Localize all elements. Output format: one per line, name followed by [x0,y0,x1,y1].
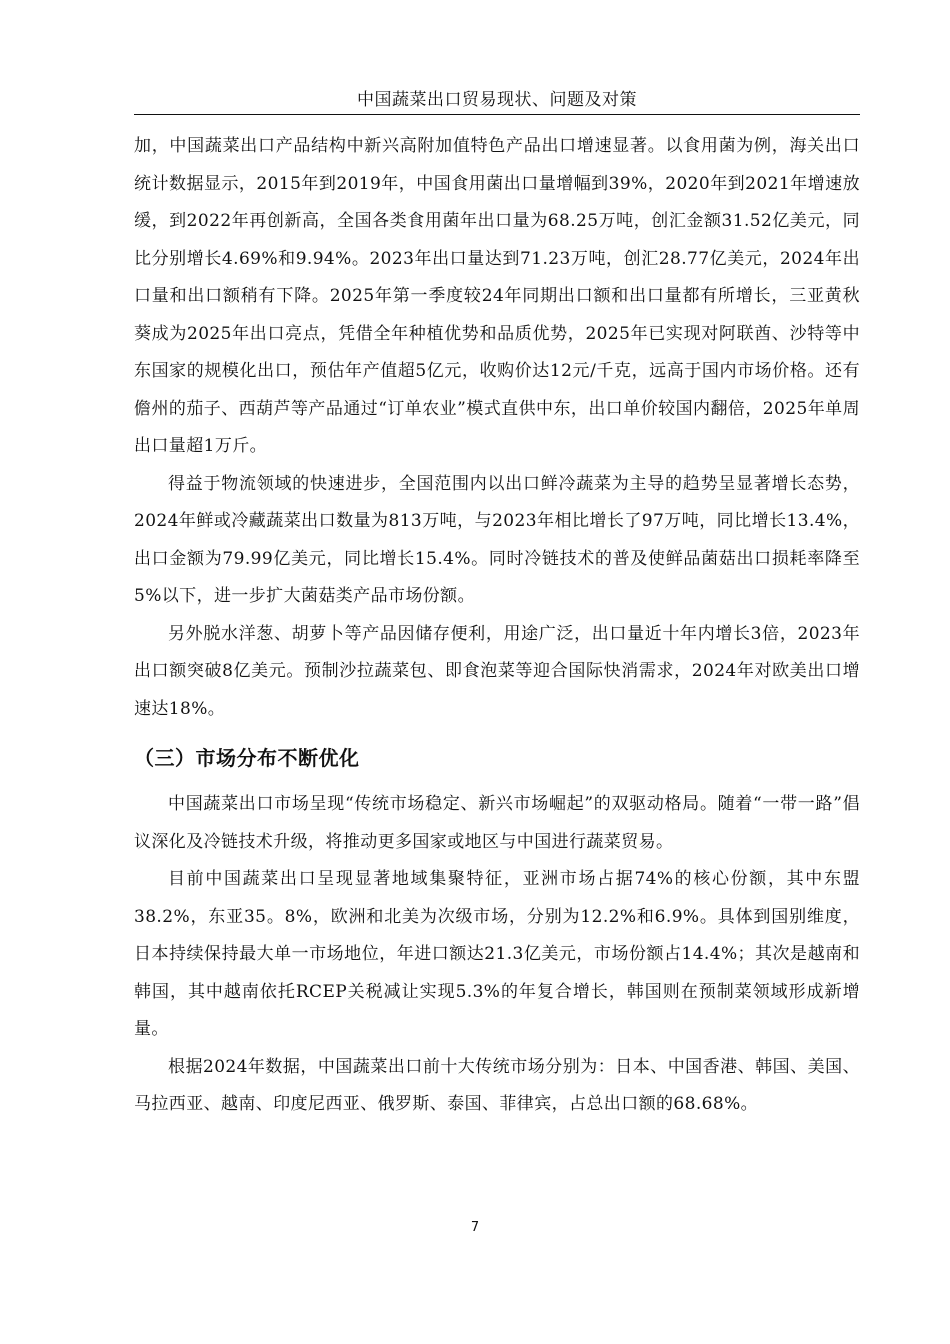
document-body [134,128,860,1124]
header-divider [134,114,860,115]
paragraph-dehydrated-and-prepared-products: 另外脱水洋葱、胡萝卜等产品因储存便利，用途广泛，出口量近十年内增长3倍，2023年出口额突破8亿美元。预制沙拉蔬菜包、即食泡菜等迎合国际快消需求，2024年对欧美出口增速达18%。 [134,623,860,719]
paragraph-dual-drive-pattern: 中国蔬菜出口市场呈现“传统市场稳定、新兴市场崛起”的双驱动格局。随着“一带一路”倡议深化及冷链技术升级，将推动更多国家或地区与中国进行蔬菜贸易。 [134,794,860,852]
paragraph-regional-concentration: 目前中国蔬菜出口呈现显著地域集聚特征，亚洲市场占据74%的核心份额，其中东盟38.2%，东亚35。8%，欧洲和北美为次级市场，分别为12.2%和6.9%。具体到国别维度，日本持续保持最大单一市场地位，年进口额达21.3亿美元，市场份额占14.4%；其次是越南和韩国，其中越南依托RCEP关税减让实现5.3%的年复合增长，韩国则在预制菜领域形成新增量。 [134,869,860,1039]
section-heading-market-distribution: （三）市场分布不断优化 [134,746,360,770]
running-header-title: 中国蔬菜出口贸易现状、问题及对策 [357,90,637,110]
paragraph-edible-fungi-exports: 加，中国蔬菜出口产品结构中新兴高附加值特色产品出口增速显著。以食用菌为例，海关出口统计数据显示，2015年到2019年，中国食用菌出口量增幅到39%，2020年到2021年增速放缓，到2022年再创新高，全国各类食用菌年出口量为68.25万吨，创汇金额31.52亿美元，同比分别增长4.69%和9.94%。2023年出口量达到71.23万吨，创汇28.77亿美元，2024年出口量和出口额稍有下降。2025年第一季度较24年同期出口额和出口量都有所增长，三亚黄秋葵成为2025年出口亮点，凭借全年种植优势和品质优势，2025年已实现对阿联酋、沙特等中东国家的规模化出口，预估年产值超5亿元，收购价达12元/千克，远高于国内市场价格。还有儋州的茄子、西葫芦等产品通过“订单农业”模式直供中东，出口单价较国内翻倍，2025年单周出口量超1万斤。 [134,136,860,456]
paragraph-fresh-chilled-vegetables: 得益于物流领域的快速进步，全国范围内以出口鲜冷蔬菜为主导的趋势呈显著增长态势，2024年鲜或冷藏蔬菜出口数量为813万吨，与2023年相比增长了97万吨，同比增长13.4%，出口金额为79.99亿美元，同比增长15.4%。同时冷链技术的普及使鲜品菌菇出口损耗率降至5%以下，进一步扩大菌菇类产品市场份额。 [134,473,860,606]
page-number: 7 [470,1220,480,1235]
paragraph-top-ten-markets: 根据2024年数据，中国蔬菜出口前十大传统市场分别为：日本、中国香港、韩国、美国、马拉西亚、越南、印度尼西亚、俄罗斯、泰国、菲律宾，占总出口额的68.68%。 [134,1056,860,1114]
